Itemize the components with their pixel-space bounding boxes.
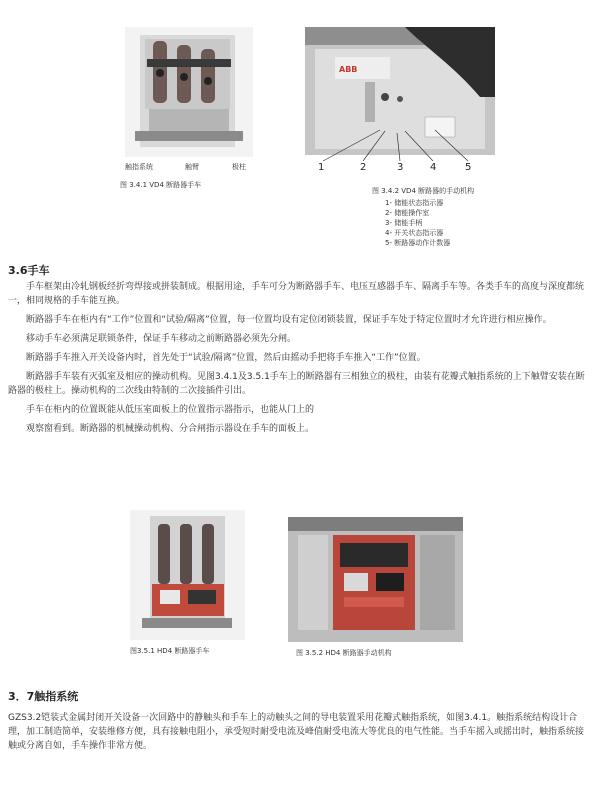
figure-3-4-2-legend <box>385 198 450 248</box>
abb-logo: ABB <box>339 65 358 74</box>
section-3-6-p2: 断路器手车在柜内有“工作”位置和“试验/隔离”位置，每一位置均设有定位闭锁装置，保证手车处于特定位置时才允许进行相应操作。 <box>26 315 552 325</box>
section-3-6-body <box>8 280 592 436</box>
section-3-6-p5: 断路器手车装有灭弧室及相应的操动机构。见图3.4.1及3.5.1手车上的断路器有三相独立的极柱，由装有花瓣式触指系统的上下触臂安装在断路器的极柱上。操动机构的二次线由特制的二次接插件引出。 <box>8 372 585 396</box>
figure-3-5-1-caption: 图3.5.1 HD4 断路器手车 <box>130 647 210 655</box>
section-3-6-p1: 手车框架由冷轧钢板经折弯焊接或拼装制成。根据用途，手车可分为断路器手车、电压互感器手车、隔离手车等。各类手车的高度与深度都统一，相同规格的手车能互换。 <box>8 282 585 306</box>
section-3-7-title: 3．7触指系统 <box>8 690 79 703</box>
hd4-truck-image <box>130 510 245 640</box>
section-3-6-p7: 观察窗看到。断路器的机械操动机构、分合闸指示器设在手车的面板上。 <box>26 424 315 434</box>
section-3-6-p6: 手车在柜内的位置既能从低压室面板上的位置指示器指示，也能从门上的 <box>26 405 315 415</box>
figure-3-4-1-caption: 图 3.4.1 VD4 断路器手车 <box>120 181 202 189</box>
section-3-7-p1: GZS3.2铠装式金属封闭开关设备一次回路中的静触头和手车上的动触头之间的导电装置采用花瓣式触指系统，如图3.4.1。触指系统结构设计合理，加工制造简单，安装维修方便，具有接触电阻小，承受短时耐受电流及峰值耐受电流大等优良的电气性能。当手车摇入或摇出时，触指系统接触或分离自如，手车操作非常方便。 <box>8 713 585 751</box>
legend-item-3: 3- 储能手柄 <box>385 219 423 227</box>
callout-3: 3 <box>397 162 404 173</box>
callout-4: 4 <box>430 162 437 173</box>
figure-3-5-1-photo <box>130 510 245 640</box>
callout-leader-lines <box>305 125 495 165</box>
section-3-6-p3: 移动手车必须满足联锁条件，保证手车移动之前断路器必须先分闸。 <box>26 334 297 344</box>
callout-1: 1 <box>318 162 325 173</box>
legend-item-2: 2- 储能操作室 <box>385 209 430 217</box>
figure-3-4-2-caption: 图 3.4.2 VD4 断路器的手动机构 <box>372 187 475 195</box>
figure-3-5-2-caption: 图 3.5.2 HD4 断路器手动机构 <box>296 649 392 657</box>
section-3-6-p4: 断路器手车推入开关设备内时，首先处于“试验/隔离”位置，然后由摇动手把将手车推入“工作”位置。 <box>26 353 426 363</box>
label-pole: 极柱 <box>232 163 246 171</box>
label-contact-system: 触指系统 <box>125 163 153 171</box>
figure-3-5-2-photo <box>288 517 463 642</box>
vd4-truck-image <box>125 27 253 157</box>
legend-item-5: 5- 断路器动作计数器 <box>385 239 451 247</box>
legend-item-4: 4- 开关状态指示器 <box>385 229 444 237</box>
figure-3-4-1-photo <box>125 27 253 157</box>
callout-2: 2 <box>360 162 367 173</box>
legend-item-1: 1- 储能状态指示器 <box>385 199 444 207</box>
section-3-6-title: 3.6手车 <box>8 264 50 277</box>
label-contact-arm: 触臂 <box>185 163 199 171</box>
callout-5: 5 <box>465 162 472 173</box>
hd4-mechanism-image <box>288 517 463 642</box>
